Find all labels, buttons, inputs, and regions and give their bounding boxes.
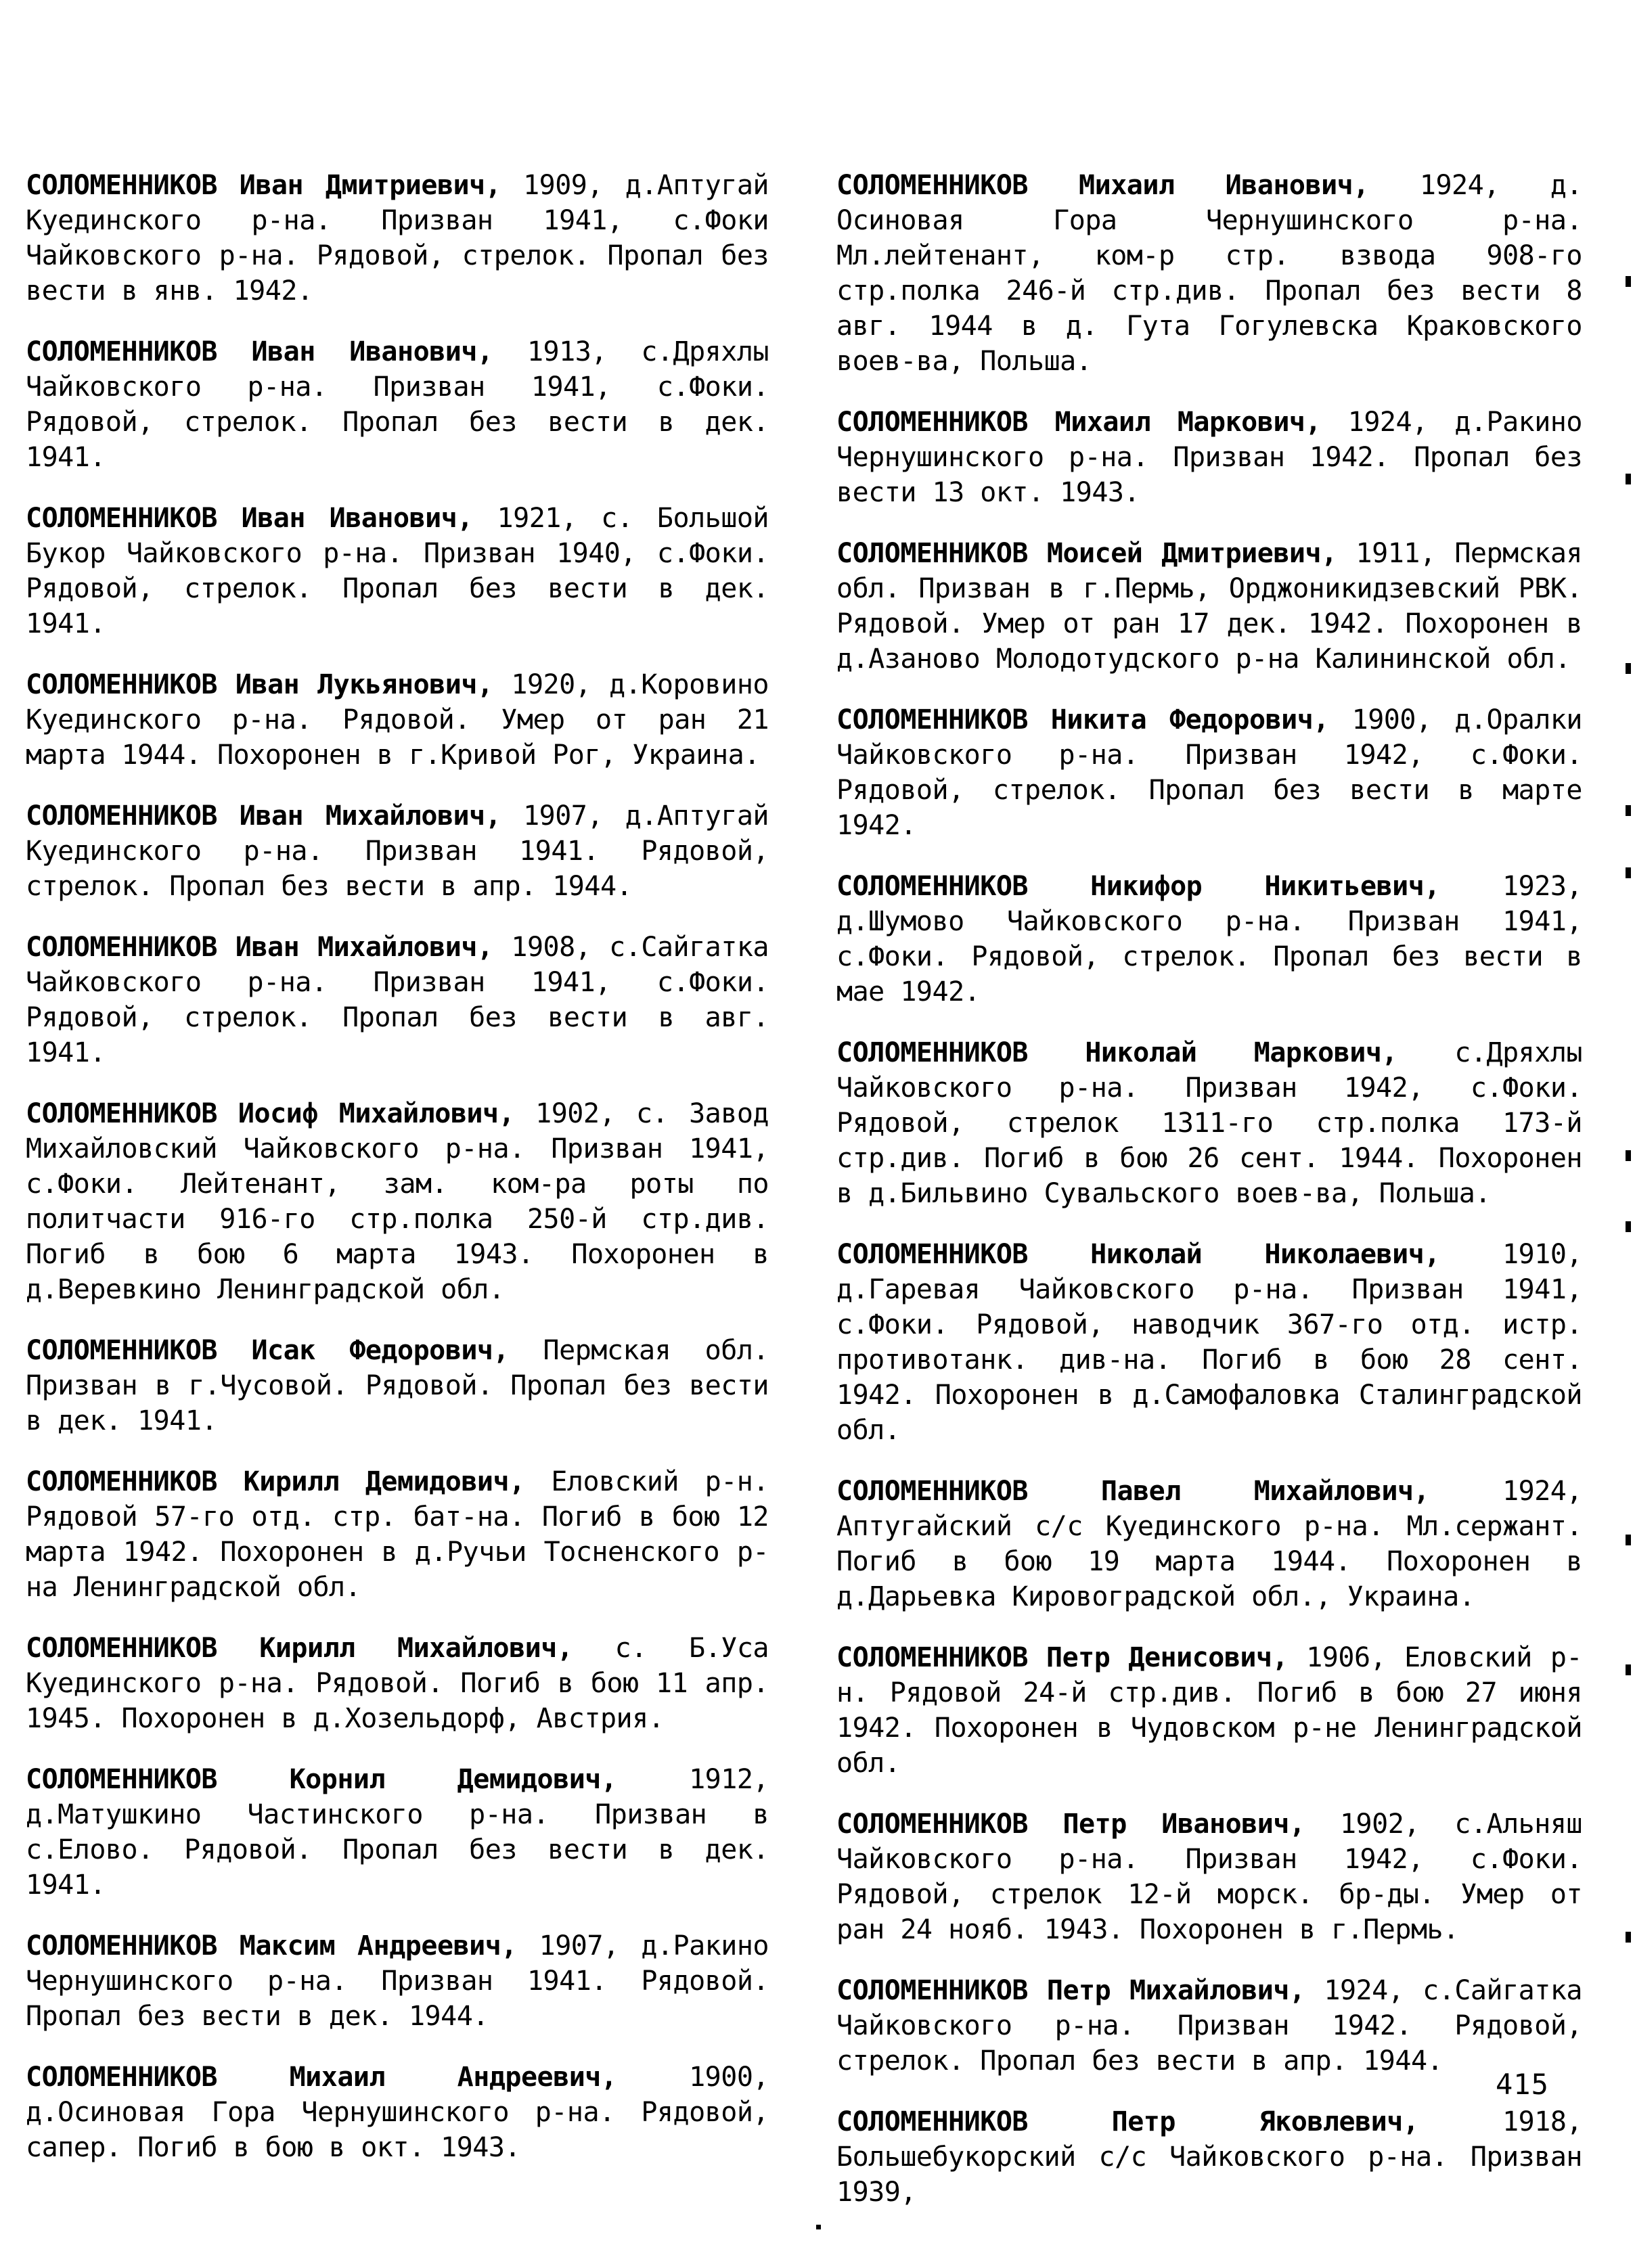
entry-details: 1923, д.Шумово Чайковского р-на. Призван 1941, с.Фоки. Рядовой, стрелок. Пропал без вести в мае 1942. <box>836 871 1582 1007</box>
entry-details: 1924, Аптугайский с/с Куединского р-на. Мл.сержант. Погиб в бою 19 марта 1944. Похоронен в д.Дарьевка Кировоградской обл., Украина. <box>836 1476 1582 1612</box>
entry <box>836 1973 1582 2079</box>
entry-person-name: СОЛОМЕННИКОВ Павел Михайлович, <box>836 1476 1430 1507</box>
entry-details: 1924, д. Осиновая Гора Чернушинского р-на. Мл.лейтенант, ком-р стр. взвода 908-го стр.полка 246-й стр.див. Пропал без вести 8 авг. 1944 в д. Гута Гогулевска Краковского воев-ва, Польша. <box>836 170 1582 377</box>
entry-details: 1900, д.Осиновая Гора Чернушинского р-на. Рядовой, сапер. Погиб в бою в окт. 1943. <box>26 2062 769 2163</box>
entry-details: 1911, Пермская обл. Призван в г.Пермь, Орджоникидзевский РВК. Рядовой. Умер от ран 17 дек. 1942. Похоронен в д.Азаново Молодотудского р-на Калининской обл. <box>836 538 1582 675</box>
entry <box>836 405 1582 510</box>
entry-details: 1913, с.Дряхлы Чайковского р-на. Призван 1941, с.Фоки. Рядовой, стрелок. Пропал без вести в дек. 1941. <box>26 336 769 473</box>
entry <box>836 1807 1582 1947</box>
entry <box>26 667 769 773</box>
scan-artifact <box>1626 663 1631 674</box>
entry <box>836 168 1582 379</box>
entry-person-name: СОЛОМЕННИКОВ Иван Дмитриевич, <box>26 170 501 201</box>
entry-person-name: СОЛОМЕННИКОВ Иван Михайлович, <box>26 800 501 832</box>
entry-details: с.Дряхлы Чайковского р-на. Призван 1942, с.Фоки. Рядовой, стрелок 1311-го стр.полка 173-й стр.див. Погиб в бою 26 сент. 1944. Похоронен в д.Бильвино Сувальского воев-ва, Польша. <box>836 1037 1582 1209</box>
scan-artifact <box>1626 805 1631 816</box>
entry-person-name: СОЛОМЕННИКОВ Исак Федорович, <box>26 1335 510 1366</box>
entry <box>26 2060 769 2165</box>
scan-artifact <box>1626 474 1631 484</box>
left-column <box>26 168 769 2191</box>
entry-details: 1910, д.Гаревая Чайковского р-на. Призван 1941, с.Фоки. Рядовой, наводчик 367-го отд. истр. противотанк. див-на. Погиб в бою 28 сент. 1942. Похоронен в д.Самофаловка Сталинградской обл. <box>836 1239 1582 1446</box>
entry-details: 1900, д.Оралки Чайковского р-на. Призван 1942, с.Фоки. Рядовой, стрелок. Пропал без вести в марте 1942. <box>836 704 1582 841</box>
entry-person-name: СОЛОМЕННИКОВ Петр Михайлович, <box>836 1975 1305 2006</box>
entry <box>836 702 1582 843</box>
entry-person-name: СОЛОМЕННИКОВ Николай Николаевич, <box>836 1239 1440 1270</box>
entry-details: 1902, с.Альняш Чайковского р-на. Призван 1942, с.Фоки. Рядовой, стрелок 12-й морск. бр-ды. Умер от ран 24 нояб. 1943. Похоронен в г.Пермь. <box>836 1809 1582 1945</box>
entry-person-name: СОЛОМЕННИКОВ Николай Маркович, <box>836 1037 1397 1068</box>
scan-artifact <box>1626 1664 1631 1675</box>
entry <box>836 1640 1582 1781</box>
entry <box>26 334 769 475</box>
entry <box>836 2104 1582 2210</box>
entry-details: 1921, с. Большой Букор Чайковского р-на. Призван 1940, с.Фоки. Рядовой, стрелок. Пропал без вести в дек. 1941. <box>26 503 769 639</box>
entry-person-name: СОЛОМЕННИКОВ Корнил Демидович, <box>26 1764 617 1795</box>
entry <box>836 869 1582 1010</box>
entry-details: 1909, д.Аптугай Куединского р-на. Призван 1941, с.Фоки Чайковского р-на. Рядовой, стрелок. Пропал без вести в янв. 1942. <box>26 170 769 307</box>
entry-person-name: СОЛОМЕННИКОВ Михаил Маркович, <box>836 407 1322 438</box>
entry-details: с. Б.Уса Куединского р-на. Рядовой. Погиб в бою 11 апр. 1945. Похоронен в д.Хозельдорф, Австрия. <box>26 1633 769 1734</box>
entry <box>26 798 769 904</box>
entry <box>26 930 769 1070</box>
entry-details: 1920, д.Коровино Куединского р-на. Рядовой. Умер от ран 21 марта 1944. Похоронен в г.Кривой Рог, Украина. <box>26 669 769 771</box>
scan-artifact <box>1626 1932 1631 1943</box>
entry-details: 1924, с.Сайгатка Чайковского р-на. Призван 1942. Рядовой, стрелок. Пропал без вести в апр. 1944. <box>836 1975 1582 2077</box>
entry <box>26 1464 769 1605</box>
entry <box>836 1035 1582 1211</box>
entry <box>26 1928 769 2034</box>
entry-person-name: СОЛОМЕННИКОВ Никифор Никитьевич, <box>836 871 1440 902</box>
entry-person-name: СОЛОМЕННИКОВ Иван Иванович, <box>26 336 493 367</box>
right-column <box>836 168 1582 2236</box>
entry-person-name: СОЛОМЕННИКОВ Иван Иванович, <box>26 503 473 534</box>
entry <box>26 501 769 641</box>
entry-person-name: СОЛОМЕННИКОВ Никита Федорович, <box>836 704 1329 735</box>
entry-person-name: СОЛОМЕННИКОВ Иван Лукьянович, <box>26 669 493 700</box>
entry-person-name: СОЛОМЕННИКОВ Кирилл Демидович, <box>26 1466 525 1497</box>
entry <box>26 168 769 309</box>
entry-details: 1902, с. Завод Михайловский Чайковского р-на. Призван 1941, с.Фоки. Лейтенант, зам. ком-ра роты по политчасти 916-го стр.полка 250-й стр.див. Погиб в бою 6 марта 1943. Похоронен в д.Веревкино Ленинградской обл. <box>26 1098 769 1305</box>
entry <box>26 1096 769 1307</box>
entry <box>836 1237 1582 1448</box>
entry-details: 1918, Большебукорский с/с Чайковского р-на. Призван 1939, <box>836 2106 1582 2208</box>
entry-details: 1907, д.Аптугай Куединского р-на. Призван 1941. Рядовой, стрелок. Пропал без вести в апр. 1944. <box>26 800 769 902</box>
scan-artifact <box>1626 1150 1631 1161</box>
scan-artifact <box>1626 867 1631 878</box>
entry-details: 1906, Еловский р-н. Рядовой 24-й стр.див. Погиб в бою 27 июня 1942. Похоронен в Чудовском р-не Ленинградской обл. <box>836 1642 1582 1779</box>
entry-details: 1908, с.Сайгатка Чайковского р-на. Призван 1941, с.Фоки. Рядовой, стрелок. Пропал без вести в авг. 1941. <box>26 932 769 1068</box>
scan-artifact <box>816 2225 821 2229</box>
entry-person-name: СОЛОМЕННИКОВ Петр Денисович, <box>836 1642 1289 1673</box>
entry-person-name: СОЛОМЕННИКОВ Максим Андреевич, <box>26 1930 517 1961</box>
entry-person-name: СОЛОМЕННИКОВ Кирилл Михайлович, <box>26 1633 573 1664</box>
entry-person-name: СОЛОМЕННИКОВ Моисей Дмитриевич, <box>836 538 1337 569</box>
scan-artifact <box>1626 1221 1631 1232</box>
scan-artifact <box>1626 276 1631 287</box>
entry <box>26 1762 769 1903</box>
entry-details: 1907, д.Ракино Чернушинского р-на. Призван 1941. Рядовой. Пропал без вести в дек. 1944. <box>26 1930 769 2032</box>
entry-details: 1924, д.Ракино Чернушинского р-на. Призван 1942. Пропал без вести 13 окт. 1943. <box>836 407 1582 508</box>
entry <box>836 536 1582 677</box>
entry-person-name: СОЛОМЕННИКОВ Иосиф Михайлович, <box>26 1098 515 1129</box>
entry-person-name: СОЛОМЕННИКОВ Петр Яковлевич, <box>836 2106 1419 2137</box>
entry-details: 1912, д.Матушкино Частинского р-на. Призван в с.Елово. Рядовой. Пропал без вести в дек. 1941. <box>26 1764 769 1901</box>
page-number: 415 <box>1496 2068 1549 2101</box>
entry <box>26 1333 769 1438</box>
entry <box>26 1631 769 1736</box>
entry-details: Пермская обл. Призван в г.Чусовой. Рядовой. Пропал без вести в дек. 1941. <box>26 1335 769 1436</box>
entry-details: Еловский р-н. Рядовой 57-го отд. стр. бат-на. Погиб в бою 12 марта 1942. Похоронен в д.Ручьи Тосненского р-на Ленинградской обл. <box>26 1466 769 1603</box>
entry-person-name: СОЛОМЕННИКОВ Михаил Андреевич, <box>26 2062 617 2093</box>
scan-artifact <box>1626 1535 1631 1545</box>
entry-person-name: СОЛОМЕННИКОВ Михаил Иванович, <box>836 170 1369 201</box>
entry-person-name: СОЛОМЕННИКОВ Петр Иванович, <box>836 1809 1305 1840</box>
entry-person-name: СОЛОМЕННИКОВ Иван Михайлович, <box>26 932 493 963</box>
entry <box>836 1474 1582 1614</box>
